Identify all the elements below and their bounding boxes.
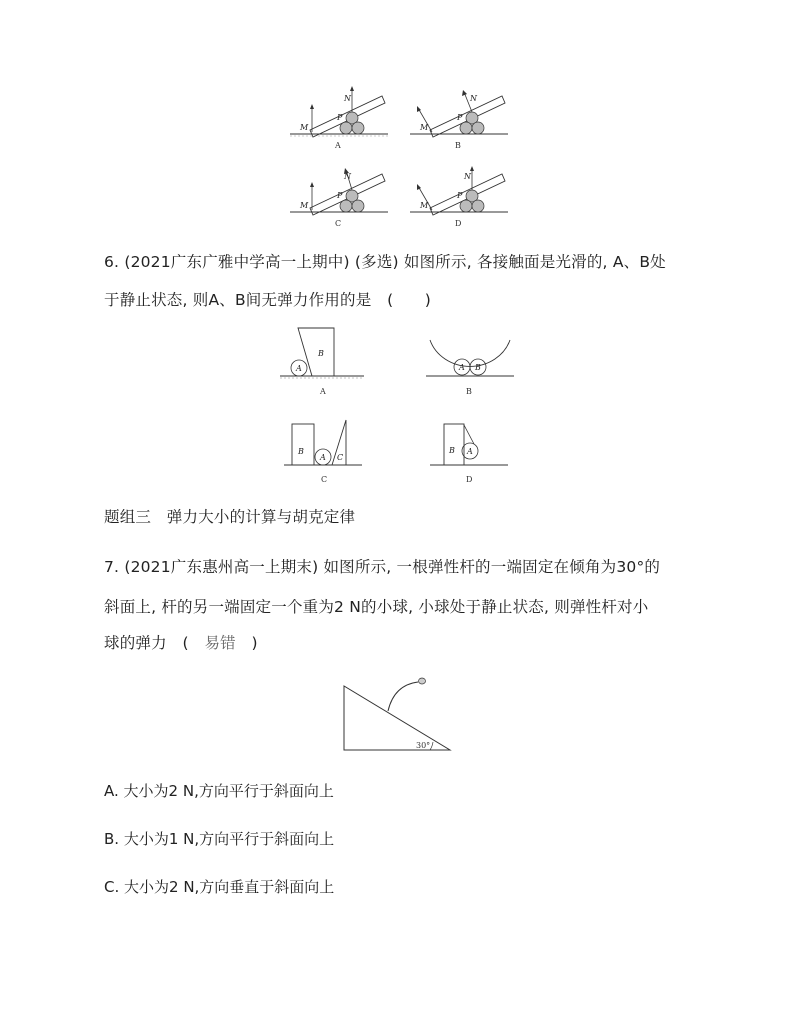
fig-label-d: D bbox=[455, 219, 462, 228]
label-m: M bbox=[420, 201, 429, 210]
obj-a-label: A bbox=[296, 364, 302, 373]
option-c[interactable]: C. 大小为2 N,方向垂直于斜面向上 bbox=[104, 878, 335, 896]
label-n: N bbox=[470, 94, 477, 103]
q6-line-1: 6. (2021广东广雅中学高一上期中) (多选) 如图所示, 各接触面是光滑的, A、B处 bbox=[104, 253, 666, 271]
q6-figure-b bbox=[426, 338, 516, 398]
label-p: P bbox=[457, 113, 463, 122]
q5-figure-c bbox=[290, 166, 390, 232]
section-title: 题组三 弹力大小的计算与胡克定律 bbox=[104, 508, 356, 526]
label-p: P bbox=[337, 191, 343, 200]
fig-label-d: D bbox=[466, 475, 473, 484]
obj-c-label: C bbox=[337, 453, 344, 462]
q5-figure-d bbox=[410, 166, 510, 232]
option-a[interactable]: A. 大小为2 N,方向平行于斜面向上 bbox=[104, 782, 334, 800]
q6-figure-d bbox=[430, 416, 510, 486]
option-b[interactable]: B. 大小为1 N,方向平行于斜面向上 bbox=[104, 830, 335, 848]
label-n: N bbox=[344, 172, 351, 181]
obj-a-label: A bbox=[467, 447, 473, 456]
obj-a-label: A bbox=[320, 453, 326, 462]
q6-figure-a bbox=[280, 326, 365, 398]
q7-incline-figure bbox=[340, 674, 454, 754]
q7-line-3 bbox=[104, 626, 258, 660]
label-m: M bbox=[420, 123, 429, 132]
q7-line-2: 斜面上, 杆的另一端固定一个重为2 N的小球, 小球处于静止状态, 则弹性杆对小 bbox=[104, 598, 649, 616]
fig-label-c: C bbox=[321, 475, 328, 484]
q6-figure-c bbox=[284, 416, 364, 486]
obj-b-label: B bbox=[318, 349, 324, 358]
fig-label-b: B bbox=[455, 141, 461, 150]
fig-label-b: B bbox=[466, 387, 472, 396]
fig-label-a: A bbox=[335, 141, 341, 150]
fig-label-c: C bbox=[335, 219, 342, 228]
mistake-prone-tag: 易错 bbox=[204, 634, 236, 652]
obj-a-label: A bbox=[459, 363, 465, 372]
label-m: M bbox=[300, 201, 309, 210]
q5-figure-a bbox=[290, 86, 390, 152]
label-n: N bbox=[344, 94, 351, 103]
obj-b-label: B bbox=[475, 363, 481, 372]
q5-figure-b bbox=[410, 86, 510, 152]
q7-line-3-end: ) bbox=[235, 634, 258, 652]
label-m: M bbox=[300, 123, 309, 132]
obj-b-label: B bbox=[449, 446, 455, 455]
obj-b-label: B bbox=[298, 447, 304, 456]
label-n: N bbox=[464, 172, 471, 181]
angle-label: 30° bbox=[416, 741, 431, 750]
q7-line-3-start: 球的弹力 ( bbox=[104, 634, 205, 652]
fig-label-a: A bbox=[320, 387, 326, 396]
q7-line-1: 7. (2021广东惠州高一上期末) 如图所示, 一根弹性杆的一端固定在倾角为30°的 bbox=[104, 558, 661, 576]
label-p: P bbox=[457, 191, 463, 200]
q6-line-2: 于静止状态, 则A、B间无弹力作用的是 ( ) bbox=[104, 291, 431, 309]
label-p: P bbox=[337, 113, 343, 122]
